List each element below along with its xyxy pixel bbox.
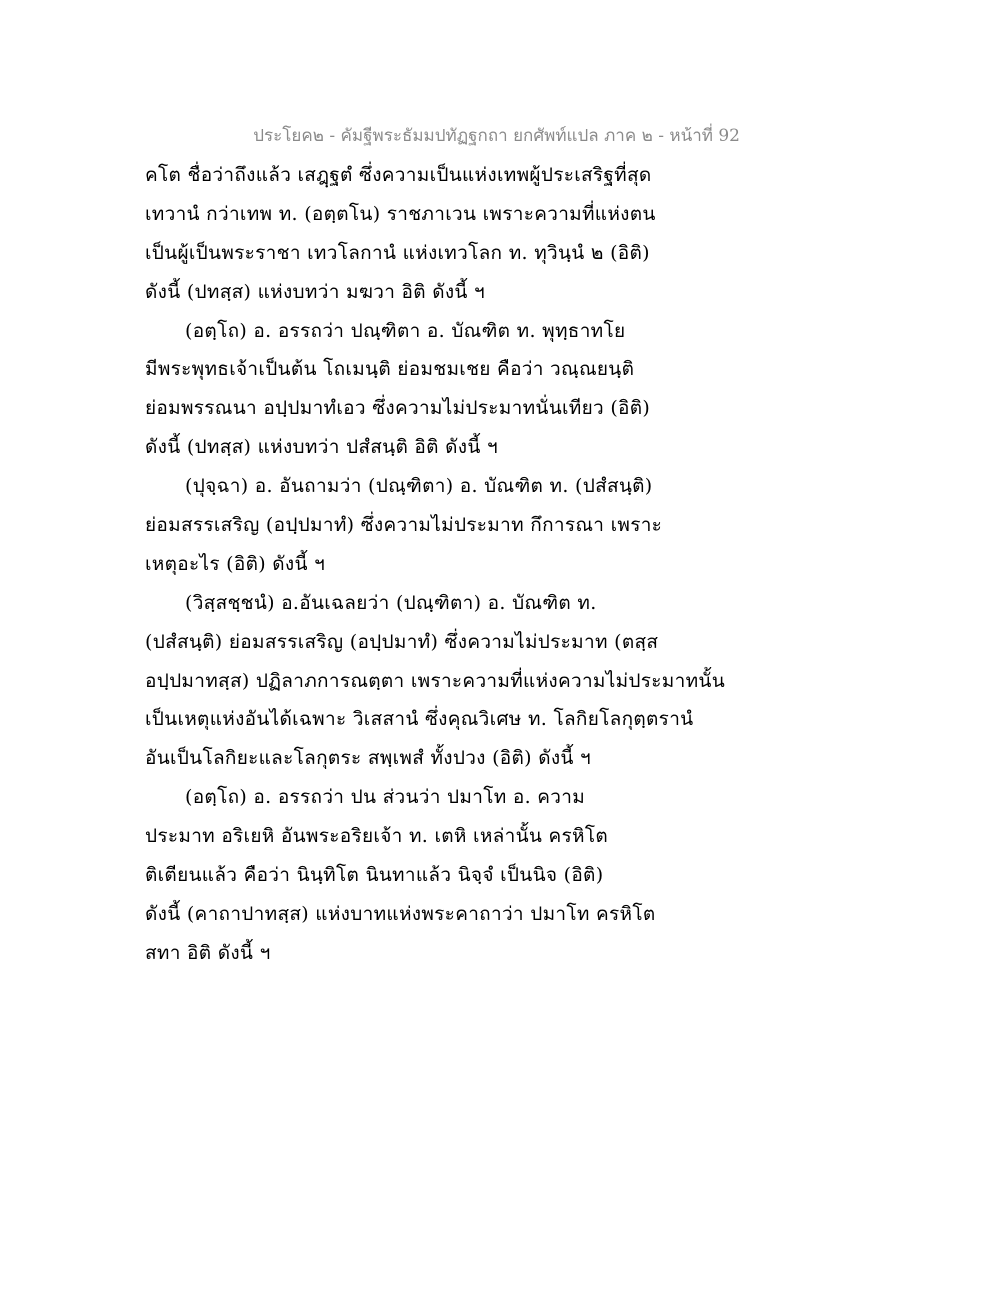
paragraph-first-line: (อตฺโถ) อ. อรรถว่า ปณฺฑิตา อ. บัณฑิต ท. พุทฺธาทโย	[185, 319, 626, 342]
text-line: (ปสํสนฺติ) ย่อมสรรเสริญ (อปฺปมาทํ) ซึ่งความไม่ประมาท (ตสฺส	[145, 630, 659, 653]
text-line: มีพระพุทธเจ้าเป็นต้น โถเมนฺติ ย่อมชมเชย คือว่า วณฺณยนฺติ	[145, 358, 635, 381]
text-line: เหตุอะไร (อิติ) ดังนี้ ฯ	[145, 552, 326, 575]
text-line: เป็นเหตุแห่งอันได้เฉพาะ วิเสสานํ ซึ่งคุณวิเศษ ท. โลกิยโลกุตฺตรานํ	[145, 708, 694, 731]
text-line: อปฺปมาทสฺส) ปฏิลาภการณตฺตา เพราะความที่แห่งความไม่ประมาทนั้น	[145, 669, 725, 692]
text-line: ย่อมสรรเสริญ (อปฺปมาทํ) ซึ่งความไม่ประมาท กึการณา เพราะ	[145, 514, 663, 537]
text-line: ย่อมพรรณนา อปฺปมาทํเอว ซึ่งความไม่ประมาทนั่นเทียว (อิติ)	[145, 397, 651, 420]
text-line: ประมาท อริเยหิ อันพระอริยเจ้า ท. เตหิ เหล่านั้น ครหิโต	[145, 825, 608, 848]
body-text	[145, 156, 745, 973]
running-header: ประโยค๒ - คัมฐีพระธัมมปทัฏฐกถา ยกศัพท์แปล ภาค ๒ - หน้าที่ 92	[253, 126, 740, 146]
paragraph-first-line: (วิสฺสชฺชนํ) อ.อันเฉลยว่า (ปณฺฑิตา) อ. บัณฑิต ท.	[185, 591, 597, 614]
paragraph-first-line: (ปุจฺฉา) อ. อันถามว่า (ปณฺฑิตา) อ. บัณฑิต ท. (ปสํสนฺติ)	[185, 475, 653, 498]
text-line: เป็นผู้เป็นพระราชา เทวโลกานํ แห่งเทวโลก ท. ทุวินฺนํ ๒ (อิติ)	[145, 241, 650, 264]
paragraph-first-line: (อตฺโถ) อ. อรรถว่า ปน ส่วนว่า ปมาโท อ. ความ	[185, 786, 586, 809]
text-line: สทา อิติ ดังนี้ ฯ	[145, 941, 271, 964]
text-line: คโต ชื่อว่าถึงแล้ว เสฎฺฐตํ ซึ่งความเป็นแห่งเทพผู้ประเสริฐที่สุด	[145, 164, 652, 186]
text-line: ดังนี้ (ปทสฺส) แห่งบทว่า มฆวา อิติ ดังนี้ ฯ	[145, 280, 486, 303]
text-line: ดังนี้ (คาถาปาทสฺส) แห่งบาทแห่งพระคาถาว่า ปมาโท ครหิโต	[145, 902, 656, 925]
text-line: อันเป็นโลกิยะและโลกุตระ สพฺเพสํ ทั้งปวง (อิติ) ดังนี้ ฯ	[145, 747, 592, 770]
text-line: ติเตียนแล้ว คือว่า นินฺทิโต นินทาแล้ว นิจฺจํ เป็นนิจ (อิติ)	[145, 864, 604, 887]
text-line: ดังนี้ (ปทสฺส) แห่งบทว่า ปสํสนฺติ อิติ ดังนี้ ฯ	[145, 436, 498, 459]
text-line: เทวานํ กว่าเทพ ท. (อตฺตโน) ราชภาเวน เพราะความที่แห่งตน	[145, 202, 656, 225]
